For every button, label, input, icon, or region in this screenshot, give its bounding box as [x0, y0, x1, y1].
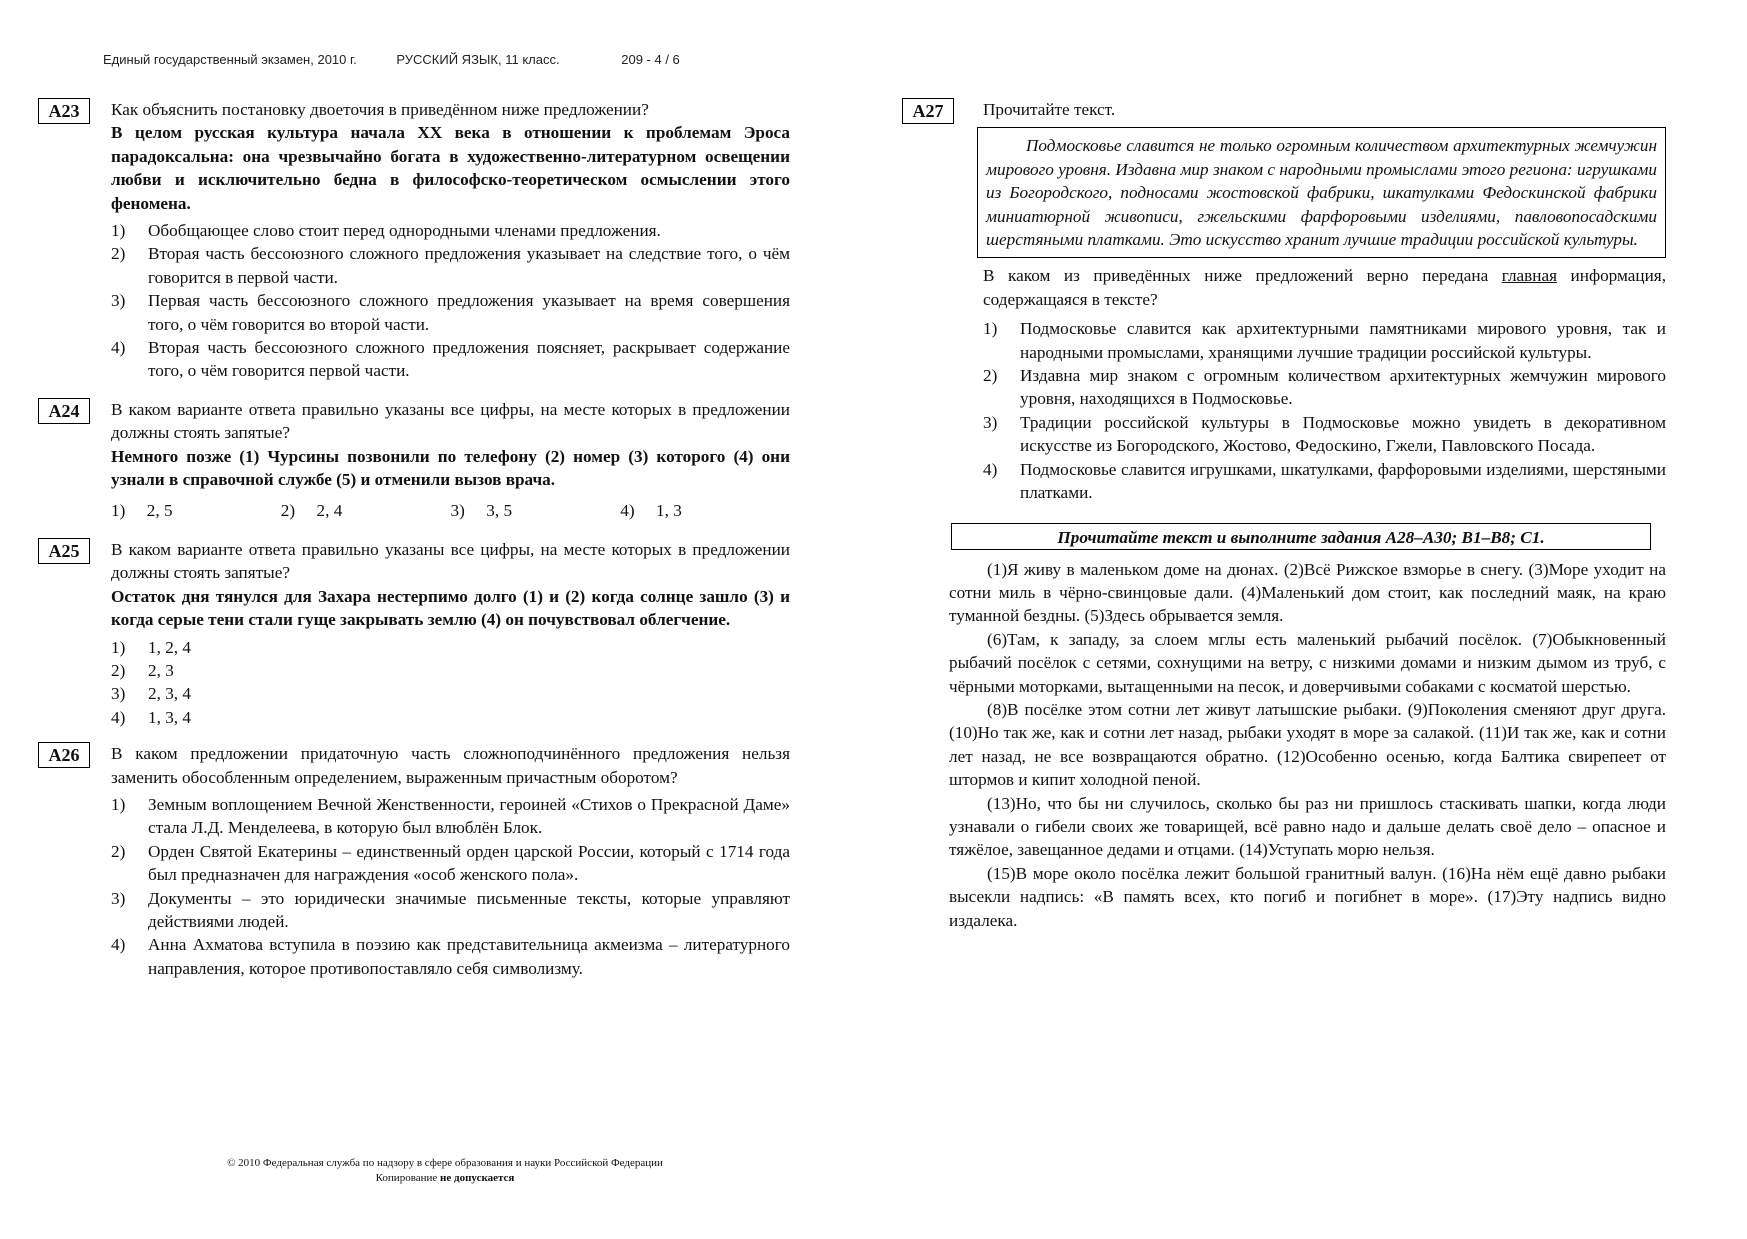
- text-paragraph: (13)Но, что бы ни случилось, сколько бы раз ни пришлось стаскивать шапки, когда люди узнавали о гибели своих же товарищей, всё равно надо и дальше делать своё дело – опасное и тяжёлое, завещанное дедами и отцами. (14)Уступать морю нельзя.: [949, 793, 1666, 860]
- text-paragraph: (1)Я живу в маленьком доме на дюнах. (2)Всё Рижское взморье в снегу. (3)Море уходит на сотни миль в чёрно-свинцовые дали. (4)Маленький дом стоит, как последний маяк, на краю туманной бездны. (5)Здесь обрывается земля.: [949, 559, 1666, 626]
- task-sentence: Немного позже (1) Чурсины позвонили по телефону (2) номер (3) которого (4) они узнали в справочной службе (5) и отменили вызов врача.: [111, 446, 790, 490]
- answer-options: [111, 793, 790, 980]
- task-question: В каком варианте ответа правильно указаны все цифры, на месте которых в предложении должны стоять запятые?: [111, 539, 790, 583]
- task-a23: [38, 98, 790, 383]
- answer-option[interactable]: 3) Документы – это юридически значимые письменные тексты, которые управляют действиями людей.: [111, 888, 790, 931]
- answer-option[interactable]: 4) 1, 3, 4: [111, 707, 191, 727]
- task-question: В каком из приведённых ниже предложений верно передана главная информация, содержащаяся в тексте?: [983, 266, 1666, 309]
- left-column: [38, 98, 790, 980]
- right-column: [912, 98, 1666, 932]
- answer-option[interactable]: 1) Обобщающее слово стоит перед однородными членами предложения.: [111, 221, 661, 241]
- answer-option[interactable]: 3) 3, 5: [450, 500, 513, 520]
- answer-option[interactable]: 2) Вторая часть бессоюзного сложного предложения указывает на следствие того, о чём говорится в первой части.: [111, 244, 790, 287]
- quoted-passage: Подмосковье славится не только огромным количеством архитектурных жемчужин мирового уровня. Издавна мир знаком с народными промыслами этого региона: игрушками из Богородского, подносами жостовской фабрики, шкатулками Федоскинской фабрики миниатюрной живописи, гжельскими фарфоровыми изделиями, павловопосадскими шерстяными платками. Это искусство хранит лучшие традиции российской культуры.: [977, 127, 1666, 258]
- task-a26: [38, 742, 790, 980]
- answer-option[interactable]: 1) Земным воплощением Вечной Женственности, героиней «Стихов о Прекрасной Даме» стала Л.Д. Менделеева, в которую был влюблён Блок.: [111, 794, 790, 838]
- answer-options: [111, 219, 790, 383]
- page-header: [103, 52, 680, 67]
- answer-option[interactable]: 4) Анна Ахматова вступила в поэзию как представительница акмеизма – литературного направления, которое противопоставляло себя символизму.: [111, 935, 790, 978]
- copy-notice: Копирование не допускается: [375, 1172, 515, 1184]
- copyright-line: © 2010 Федеральная служба по надзору в сфере образования и науки Российской Федерации: [227, 1157, 663, 1169]
- task-number: A23: [38, 98, 90, 124]
- task-number: A24: [38, 398, 90, 424]
- answer-option[interactable]: 2) 2, 3: [111, 660, 174, 680]
- exam-title: Единый государственный экзамен, 2010 г.: [103, 52, 357, 67]
- task-intro: Прочитайте текст.: [983, 100, 1116, 119]
- subject-title: РУССКИЙ ЯЗЫК, 11 класс.: [396, 52, 560, 67]
- answer-option[interactable]: 3) Первая часть бессоюзного сложного предложения указывает на время совершения того, о чём говорится во второй части.: [111, 291, 790, 334]
- answer-option[interactable]: 2) Орден Святой Екатерины – единственный орден царской России, который с 1714 года был предназначен для награждения «особ женского пола».: [111, 841, 790, 885]
- answer-options: [111, 499, 790, 522]
- task-sentence: В целом русская культура начала XX века в отношении к проблемам Эроса парадоксальна: она чрезвычайно богата в художественно-литературном освещении любви и исключительно бедна в философско-теоретическом осмыслении этого феномена.: [111, 123, 790, 213]
- reading-text: [949, 558, 1666, 933]
- task-a27: [912, 98, 1666, 505]
- answer-option[interactable]: 4) Вторая часть бессоюзного сложного предложения поясняет, раскрывает содержание того, о чём говорится первой части.: [111, 338, 790, 381]
- task-question: В каком предложении придаточную часть сложноподчинённого предложения нельзя заменить обособленным определением, выраженным причастным оборотом?: [111, 744, 790, 787]
- task-a24: [38, 398, 790, 522]
- answer-options: [983, 317, 1666, 504]
- page-footer: [180, 1156, 710, 1186]
- task-question: Как объяснить постановку двоеточия в приведённом ниже предложении?: [111, 100, 649, 119]
- answer-option[interactable]: 4) 1, 3: [620, 500, 682, 520]
- task-question: В каком варианте ответа правильно указаны все цифры, на месте которых в предложении должны стоять запятые?: [111, 399, 790, 443]
- reading-section: [912, 523, 1666, 933]
- task-number: A26: [38, 742, 90, 768]
- text-paragraph: (8)В посёлке этом сотни лет живут латышские рыбаки. (9)Поколения сменяют друг друга. (10)Но так же, как и сотни лет назад, рыбаки уходят в море за салакой. (11)И так же, как и сотни лет назад, не все возвращаются обратно. (12)Особенно осенью, когда Балтика свирепеет от штормов и кипит холодной пеной.: [949, 699, 1666, 790]
- answer-option[interactable]: 4) Подмосковье славится игрушками, шкатулками, фарфоровыми изделиями, шерстяными платками.: [983, 459, 1666, 503]
- answer-option[interactable]: 1) 1, 2, 4: [111, 637, 191, 657]
- text-paragraph: (15)В море около посёлка лежит большой гранитный валун. (16)На нём ещё давно рыбаки высекли надпись: «В память всех, кто погиб и погибнет в море». (17)Эту надпись видно издалека.: [949, 863, 1666, 930]
- answer-option[interactable]: 1) Подмосковье славится как архитектурными памятниками мирового уровня, так и народными промыслами, хранящими лучшие традиции российской культуры.: [983, 319, 1666, 362]
- reading-instruction-banner: Прочитайте текст и выполните задания А28–А30; В1–В8; С1.: [951, 523, 1651, 550]
- page-number: 209 - 4 / 6: [621, 52, 680, 67]
- answer-option[interactable]: 2) 2, 4: [280, 500, 343, 520]
- answer-option[interactable]: 1) 2, 5: [111, 500, 173, 520]
- answer-option[interactable]: 3) 2, 3, 4: [111, 684, 191, 704]
- task-sentence: Остаток дня тянулся для Захара нестерпимо долго (1) и (2) когда солнце зашло (3) и когда серые тени стали гуще закрывать землю (4) он почувствовал облегчение.: [111, 586, 790, 630]
- answer-option[interactable]: 2) Издавна мир знаком с огромным количеством архитектурных жемчужин мирового уровня, находящихся в Подмосковье.: [983, 366, 1666, 409]
- task-number: A25: [38, 538, 90, 564]
- answer-option[interactable]: 3) Традиции российской культуры в Подмосковье можно увидеть в декоративном искусстве из Богородского, Жостово, Федоскино, Гжели, Павловского Посада.: [983, 412, 1666, 456]
- task-a25: [38, 538, 790, 729]
- task-number: A27: [902, 98, 954, 124]
- answer-options: [111, 636, 790, 730]
- text-paragraph: (6)Там, к западу, за слоем мглы есть маленький рыбачий посёлок. (7)Обыкновенный рыбачий посёлок с сетями, сохнущими на ветру, с низкими домами и низким дымом из труб, с чёрными моторками, вытащенными на песок, и доверчивыми собаками с косматой шерстью.: [949, 629, 1666, 696]
